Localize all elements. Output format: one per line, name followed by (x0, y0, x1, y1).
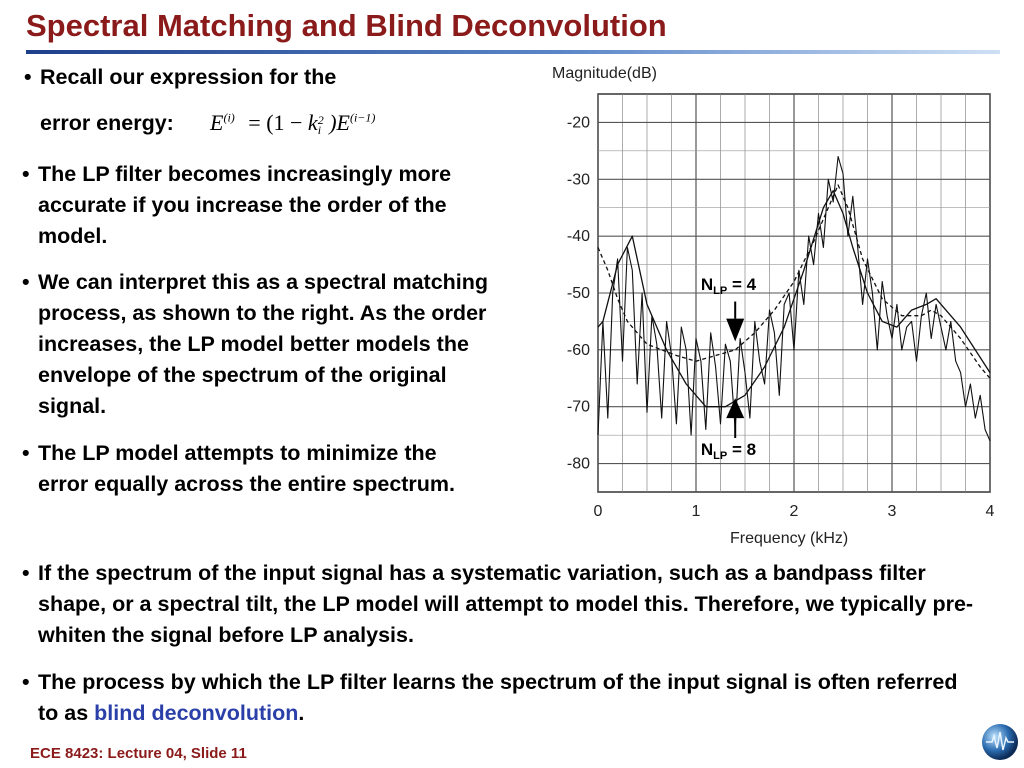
chart-grid (598, 94, 990, 492)
annotation-nlp4-label: N (700, 275, 714, 295)
bullet-prewhiten-text: If the spectrum of the input signal has a systematic variation, such as a bandpass filter shape, or a spectral tilt, the LP model will attempt to model this. Therefore, we typically pre-whiten the signal before LP analysis. (38, 561, 974, 647)
bullet-dot: • (22, 270, 30, 294)
slide-footer: ECE 8423: Lecture 04, Slide 11 (30, 745, 247, 762)
eq-rhs-sup: (i−1) (349, 110, 376, 125)
y-tick-label: -50 (566, 285, 590, 302)
x-tick-label: 4 (985, 503, 995, 520)
eq-rhs-close: )E (329, 110, 350, 135)
bullet-dot: • (22, 162, 30, 186)
y-tick-label: -80 (566, 455, 590, 473)
bullet-blind-deconv-pre: The process by which the LP filter learns the spectrum of the input signal is often referred to as (38, 670, 958, 725)
y-tick-label: -40 (566, 228, 590, 246)
bullet-recall-line2 (40, 108, 174, 139)
annotation-nlp8-value: = 8 (727, 440, 757, 460)
annotation-nlp4 (701, 275, 757, 297)
bullet-dot: • (24, 65, 32, 89)
error-energy-equation (210, 110, 375, 136)
y-axis-label: Magnitude(dB) (552, 65, 657, 82)
slide-title: Spectral Matching and Blind Deconvolution (26, 8, 667, 43)
bullet-dot: • (22, 561, 30, 585)
bullet-dot: • (22, 441, 30, 465)
x-axis-label: Frequency (kHz) (730, 530, 849, 547)
annotation-nlp4-sub: LP (713, 285, 728, 298)
globe-logo-icon (980, 722, 1020, 762)
x-tick-label: 3 (887, 503, 897, 520)
eq-lhs-sup: (i) (223, 110, 235, 125)
bullet-dot: • (22, 670, 30, 694)
bullet-minimize-text: The LP model attempts to minimize the error equally across the entire spectrum. (38, 441, 456, 496)
title-rule (26, 50, 1000, 54)
annotation-nlp4-value: = 4 (727, 275, 757, 295)
bullet-accuracy (22, 159, 488, 252)
bullet-recall-line2-text: error energy: (40, 111, 174, 135)
bullet-accuracy-text: The LP filter becomes increasingly more accurate if you increase the order of the model. (38, 162, 452, 248)
spectral-matching-chart (540, 58, 1010, 553)
bullet-spectral-matching (22, 267, 500, 422)
bullet-blind-deconv (22, 667, 978, 729)
annotation-nlp8 (701, 440, 756, 462)
y-tick-label: -30 (566, 171, 590, 189)
bullet-spectral-matching-text: We can interpret this as a spectral matching process, as shown to the right. As the order increases, the LP model better models the envelope of the spectrum of the original signal. (38, 270, 489, 418)
annotation-nlp8-sub: LP (713, 450, 728, 463)
annotation-nlp8-label: N (700, 440, 714, 460)
y-tick-label: -60 (566, 341, 590, 359)
eq-k-sub: i (317, 122, 322, 137)
eq-lhs: E (210, 110, 224, 135)
bullet-minimize (22, 438, 488, 500)
bullet-recall-line1: Recall our expression for the (40, 65, 337, 89)
eq-k: k (307, 110, 318, 135)
eq-rhs-open: = (1 − (248, 110, 303, 135)
blind-deconvolution-term: blind deconvolution (94, 701, 299, 725)
eq-k-sup: 2 (317, 112, 324, 127)
y-tick-label: -70 (566, 398, 590, 416)
x-tick-label: 2 (789, 503, 799, 520)
x-tick-label: 0 (593, 503, 603, 520)
bullet-blind-deconv-post: . (298, 701, 305, 725)
bullet-prewhiten (22, 558, 978, 651)
x-tick-label: 1 (691, 503, 701, 520)
y-tick-label: -20 (566, 114, 590, 132)
bullet-recall (24, 62, 500, 93)
